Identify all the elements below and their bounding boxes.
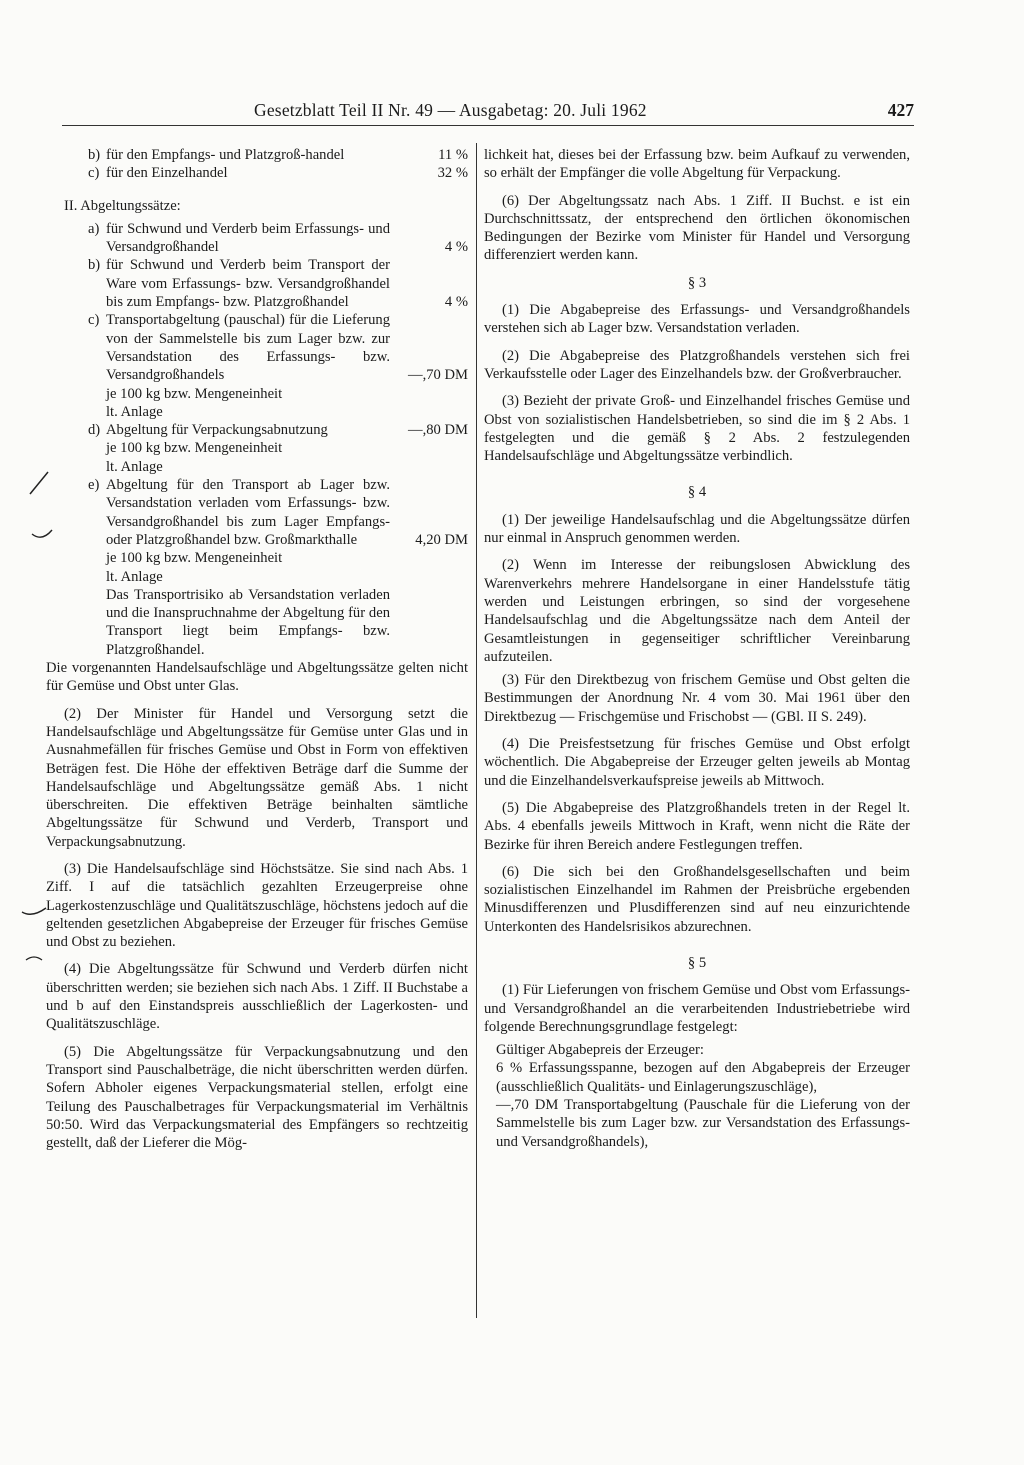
- left-column: [46, 146, 468, 1152]
- paragraph: Die vorgenannten Handelsaufschläge und Abgeltungssätze gelten nicht für Gemüse und Obst unter Glas.: [46, 660, 468, 695]
- item-text: für den Einzelhandel: [106, 165, 228, 182]
- item-unit: je 100 kg bzw. Mengeneinheit: [106, 440, 283, 457]
- paragraph: (1) Die Abgabepreise des Erfassungs- und Versandgroßhandels verstehen sich ab Lager bzw. Versandstation verladen.: [484, 302, 910, 337]
- item-text: für Schwund und Verderb beim Transport der Ware vom Erfassungs- bzw. Versandgroßhandel bis zum Empfangs- bzw. Platzgroßhandel: [106, 257, 390, 311]
- item-unit: je 100 kg bzw. Mengeneinheit: [106, 385, 283, 402]
- paragraph: (1) Für Lieferungen von frischem Gemüse und Obst vom Erfassungs- und Versandgroßhandel an die verarbeitenden Industriebetriebe wird folgende Berechnungsgrundlage festgelegt:: [484, 982, 910, 1035]
- item-amount: —,80 DM: [408, 422, 468, 439]
- section-heading: II. Abgeltungssätze:: [64, 197, 181, 214]
- paragraph: (4) Die Preisfestsetzung für frisches Gemüse und Obst erfolgt wöchentlich. Die Abgabepreise der Erzeuger gelten jeweils ab Montag und die Einzelhandelsverkaufspreise jeweils ab Mittwoch.: [484, 736, 910, 789]
- item-amount: 4,20 DM: [415, 531, 468, 548]
- right-column: [484, 146, 910, 1151]
- formula-line: 6 % Erfassungsspanne, bezogen auf den Abgabepreis der Erzeuger (ausschließlich Qualitäts- und Einlagerungszuschläge),: [496, 1060, 910, 1095]
- paragraph: (4) Die Abgeltungssätze für Schwund und Verderb dürfen nicht überschritten werden; sie beziehen sich nach Abs. 1 Ziff. II Buchstabe a und b auf den Einstandspreis ausschließlich der Lagerkosten- und Qualitätszuschläge.: [46, 961, 468, 1033]
- item-label: c): [88, 312, 100, 329]
- formula-line: —,70 DM Transportabgeltung (Pauschale für die Lieferung von der Sammelstelle bis zum Lager bzw. zur Versandstation des Erfassungs- und Versandgroßhandels),: [496, 1097, 910, 1150]
- item-label: b): [88, 257, 101, 274]
- page-header-title: Gesetzblatt Teil II Nr. 49 — Ausgabetag: 20. Juli 1962: [254, 100, 647, 120]
- item-unit: je 100 kg bzw. Mengeneinheit: [106, 550, 283, 567]
- paragraph: (3) Die Handelsaufschläge sind Höchstsätze. Sie sind nach Abs. 1 Ziff. I auf die tatsächlich gezahlten Erzeugerpreise ohne Lagerkostenzuschläge und Qualitätszuschläge, höchstens jedoch auf die geltenden gesetzlichen Abgabepreise der Erzeuger für frisches Gemüse und Obst zu beziehen.: [46, 860, 468, 951]
- list-item: [46, 421, 468, 439]
- item-amount: 11 %: [438, 147, 468, 163]
- item-text: Abgeltung für den Transport ab Lager bzw. Versandstation verladen vom Erfassungs- bzw. Versandgroßhandel bis zum Lager Empfangs- oder Platzgroßhandel bzw. Großmarkthalle: [106, 477, 390, 548]
- list-item: [46, 146, 468, 164]
- paragraph: lichkeit hat, dieses bei der Erfassung bzw. beim Aufkauf zu verwenden, so erhält der Empfänger die volle Abgeltung für Verpackung.: [484, 147, 910, 182]
- item-label: c): [88, 165, 100, 182]
- paragraph: (5) Die Abgeltungssätze für Verpackungsabnutzung und den Transport sind Pauschalbeträge, die nicht überschritten werden dürfen. Sofern Abholer eigenes Verpackungsmaterial stellen, erfolgt eine Teilung des Pauschalbetrages für Verpackungsmaterial im Verhältnis 50:50. Wird das Verpackungsmaterial des Empfängers so rechtzeitig gestellt, daß der Lieferer die Mög-: [46, 1043, 468, 1152]
- list-item: [46, 311, 468, 384]
- list-item: [46, 164, 468, 182]
- paragraph: (2) Wenn im Interesse der reibungslosen Abwicklung des Warenverkehrs mehrere Handelsorgane in einer Handelsstufe tätig werden und Leistungen erbringen, so sind der vorgesehene Handelsaufschlag und die Abgeltungssätze nach dem Anteil der Gesamtleistungen in gegenseitiger schriftlicher Vereinbarung aufzuteilen.: [484, 557, 910, 665]
- item-text: Abgeltung für Verpackungsabnutzung: [106, 422, 328, 439]
- item-attachment: lt. Anlage: [106, 568, 163, 585]
- list-item: [46, 256, 468, 311]
- formula-line: Gültiger Abgabepreis der Erzeuger:: [496, 1042, 704, 1059]
- item-label: e): [88, 477, 100, 494]
- item-label: d): [88, 422, 101, 439]
- page-number: 427: [887, 100, 914, 120]
- item-text: Transportabgeltung (pauschal) für die Lieferung von der Sammelstelle bis zum Lager bzw. zur Versandstation des Erfassungs- bzw. Versandgroßhandels: [106, 312, 390, 384]
- section-title: § 5: [687, 954, 707, 971]
- section-title: § 4: [687, 484, 707, 501]
- formula-block: [484, 1041, 910, 1151]
- paragraph: (2) Die Abgabepreise des Platzgroßhandels verstehen sich frei Verkaufsstelle oder Lager des Einzelhandels bzw. der Großverbraucher.: [484, 347, 910, 382]
- paragraph: (2) Der Minister für Handel und Versorgung setzt die Handelsaufschläge und Abgeltungssätze für Gemüse unter Glas und in Ausnahmefällen für frisches Gemüse und Obst in Form von effektiven Beträgen fest. Die Höhe der effektiven Beträge darf die Summe der Handelsaufschläge und Abgeltungssätze gemäß Abs. 1 nicht überschreiten. Die effektiven Beträge beinhalten sämtliche Abgeltungssätze für Schwund und Verderb, Transport und Verpackungsabnutzung.: [46, 705, 468, 850]
- paragraph: (6) Die sich bei den Großhandelsgesellschaften und beim sozialistischen Einzelhandel im Rahmen der Preisbrüche ergebenden Minusdifferenzen und Plusdifferenzen sind auf neu einzurichtende Unterkonten des Handelsrisikos abzurechnen.: [484, 863, 910, 935]
- section-title: § 3: [687, 274, 707, 291]
- list-item: [46, 220, 468, 257]
- item-amount: 4 %: [444, 239, 468, 256]
- item-amount: —,70 DM: [408, 367, 468, 384]
- paragraph: (3) Bezieht der private Groß- und Einzelhandel frisches Gemüse und Obst von sozialistischen Handelsbetrieben, so sind die im § 2 Abs. 1 festgelegten und die gemäß § 2 Abs. 2 festzulegenden Handelsaufschläge und Abgeltungssätze verbindlich.: [484, 393, 910, 465]
- item-amount: 4 %: [444, 294, 468, 311]
- risk-note: Das Transportrisiko ab Versandstation verladen und die Inanspruchnahme der Abgeltung für den Transport liegt beim Empfangs- bzw. Platzgroßhandel.: [106, 586, 390, 658]
- item-text: für den Empfangs- und Platzgroß-handel: [106, 147, 345, 163]
- paragraph: (1) Der jeweilige Handelsaufschlag und die Abgeltungssätze dürfen nur einmal in Anspruch genommen werden.: [484, 511, 910, 547]
- item-label: a): [88, 220, 100, 237]
- item-amount: 32 %: [437, 165, 468, 182]
- item-attachment: lt. Anlage: [106, 458, 163, 475]
- page-header: [62, 98, 914, 128]
- list-item: [46, 476, 468, 549]
- item-text: für Schwund und Verderb beim Erfassungs- und Versandgroßhandel: [106, 220, 390, 256]
- paragraph: (6) Der Abgeltungssatz nach Abs. 1 Ziff. II Buchst. e ist ein Durchschnittssatz, der entsprechend den örtlichen ökonomischen Bedingungen der Bezirke vom Minister für Handel und Versorgung differenziert werden kann.: [484, 192, 910, 264]
- item-label: b): [88, 147, 101, 163]
- paragraph: (3) Für den Direktbezug von frischem Gemüse und Obst gelten die Bestimmungen der Anordnung Nr. 4 vom 30. Mai 1961 über den Direktbezug — Frischgemüse und Frischobst — (GBl. II S. 249).: [484, 672, 910, 725]
- item-attachment: lt. Anlage: [106, 403, 163, 420]
- header-rule: [62, 125, 914, 126]
- column-divider: [476, 143, 477, 1318]
- paragraph: (5) Die Abgabepreise des Platzgroßhandels treten in der Regel lt. Abs. 4 ebenfalls jeweils Mittwoch in Kraft, wenn nicht die Räte der Bezirke für ihren Bereich andere Festlegungen treffen.: [484, 799, 910, 853]
